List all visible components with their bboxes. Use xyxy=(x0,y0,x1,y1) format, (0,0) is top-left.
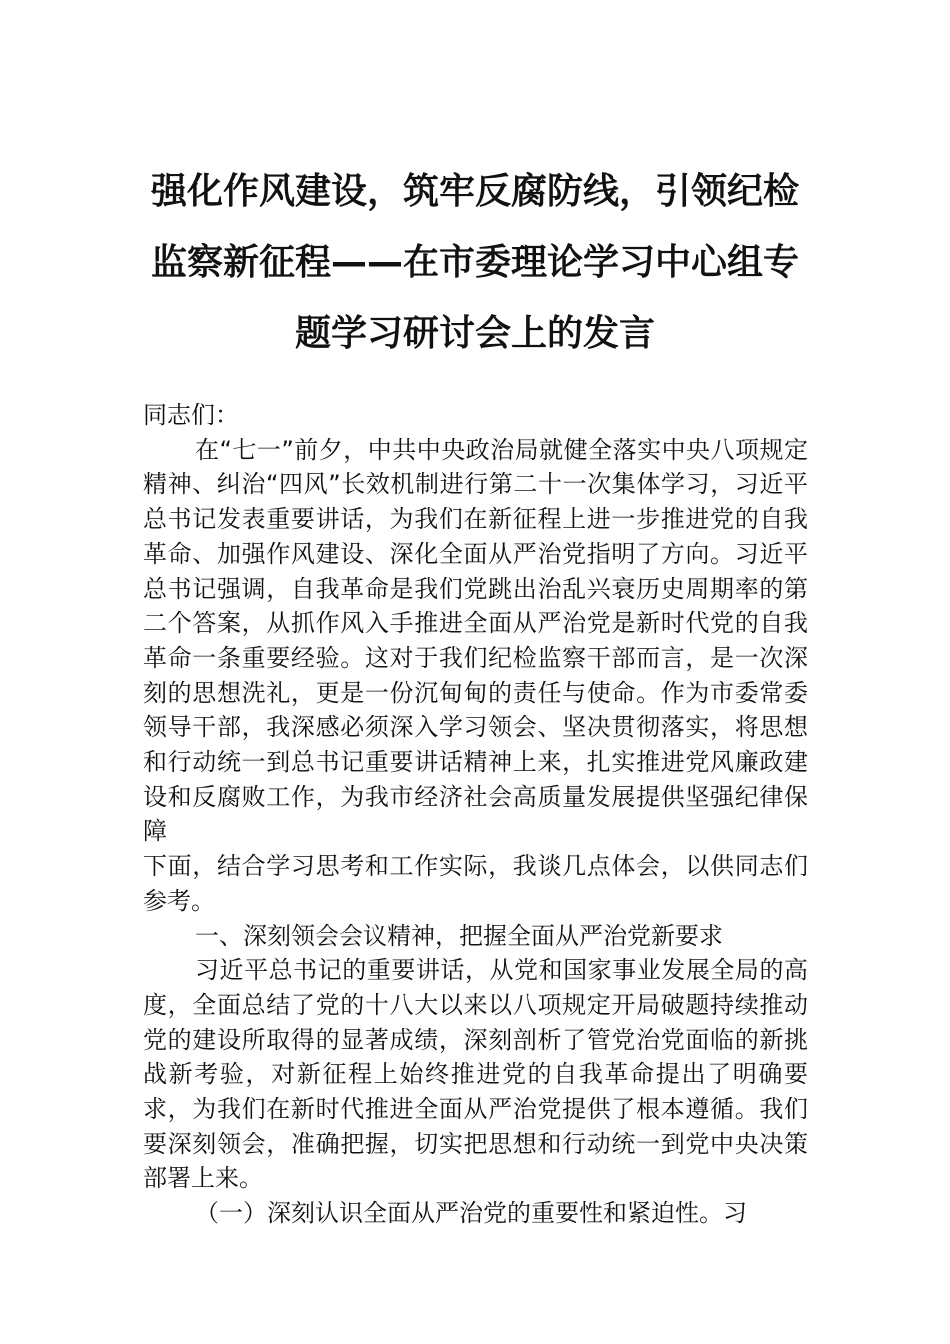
salutation: 同志们： xyxy=(143,401,239,429)
body-paragraph: 下面，结合学习思考和工作实际，我谈几点体会，以供同志们参考。 xyxy=(143,852,808,915)
document-body xyxy=(143,398,808,1231)
title-line-2: 监察新征程——在市委理论学习中心组专 xyxy=(150,242,799,283)
body-paragraph: 习近平总书记的重要讲话，从党和国家事业发展全局的高度，全面总结了党的十八大以来以八项规定开局破题持续推动党的建设所取得的显著成绩，深刻剖析了管党治党面临的新挑战新考验，对新征程上始终推进党的自我革命提出了明确要求，为我们在新时代推进全面从严治党提供了根本遵循。我们要深刻领会，准确把握，切实把思想和行动统一到党中央决策部署上来。 xyxy=(143,956,808,1193)
subsection-start: （一）深刻认识全面从严治党的重要性和紧迫性。习 xyxy=(195,1199,747,1228)
section-heading: 一、深刻领会会议精神，把握全面从严治党新要求 xyxy=(195,921,723,950)
body-paragraph: 在“七一”前夕，中共中央政治局就健全落实中央八项规定精神、纠治“四风”长效机制进行第二十一次集体学习，习近平总书记发表重要讲话，为我们在新征程上进一步推进党的自我革命、加强作风建设、深化全面从严治党指明了方向。习近平总书记强调，自我革命是我们党跳出治乱兴衰历史周期率的第二个答案，从抓作风入手推进全面从严治党是新时代党的自我革命一条重要经验。这对于我们纪检监察干部而言，是一次深刻的思想洗礼，更是一份沉甸甸的责任与使命。作为市委常委领导干部，我深感必须深入学习领会、坚决贯彻落实，将思想和行动统一到总书记重要讲话精神上来，扎实推进党风廉政建设和反腐败工作，为我市经济社会高质量发展提供坚强纪律保障 xyxy=(143,435,808,846)
title-line-3: 题学习研讨会上的发言 xyxy=(294,313,655,354)
document-title xyxy=(140,156,810,369)
title-line-1: 强化作风建设，筑牢反腐防线，引领纪检 xyxy=(150,171,799,212)
